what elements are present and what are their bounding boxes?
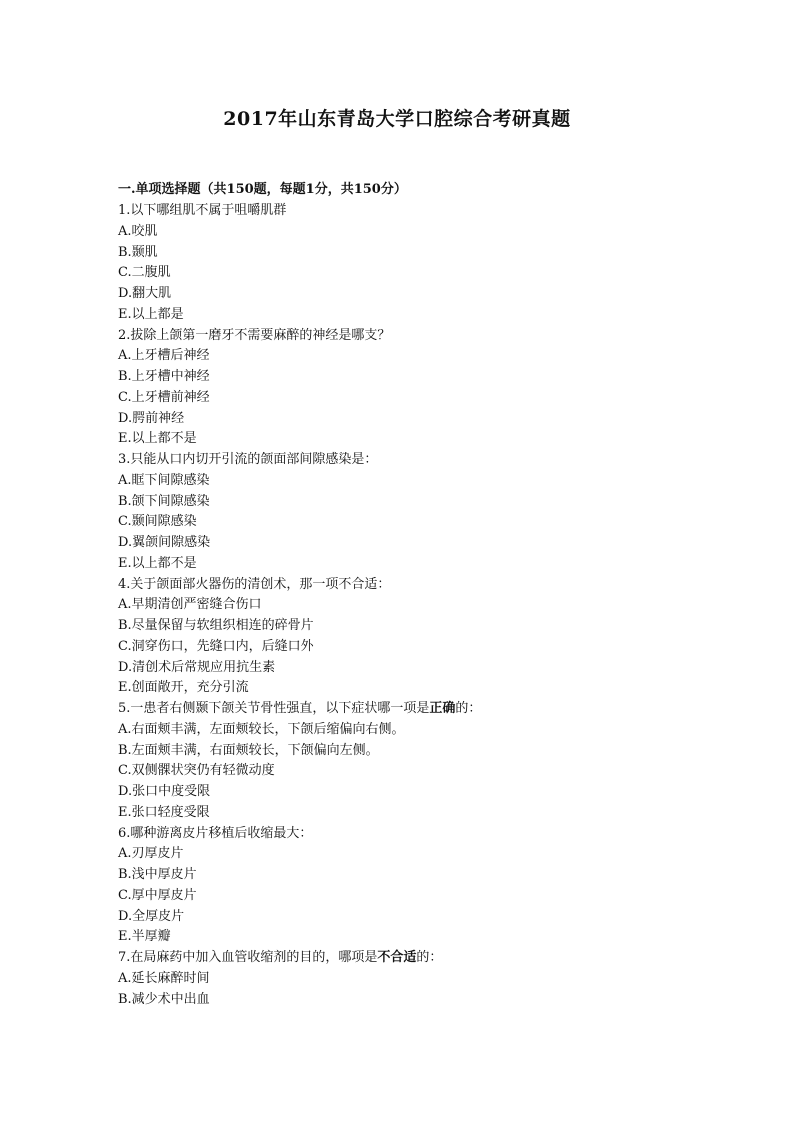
option-line: B.上牙槽中神经 xyxy=(118,369,210,384)
option-line: E.以上都是 xyxy=(118,306,184,322)
option-line: A.眶下间隙感染 xyxy=(118,472,210,488)
question-line: 2.拔除上颌第一磨牙不需要麻醉的神经是哪支？ xyxy=(118,327,391,343)
question-list xyxy=(118,201,718,1010)
option-line: B.颞肌 xyxy=(118,244,158,260)
option-line: A.咬肌 xyxy=(118,223,158,239)
option-line: B.左面颊丰满，右面颊较长，下颌偏向左侧。 xyxy=(118,742,379,758)
option-line: D.翻大肌 xyxy=(118,286,172,301)
option-line: E.张口轻度受限 xyxy=(118,804,210,820)
question-line: 3.只能从口内切开引流的颌面部间隙感染是： xyxy=(118,452,378,467)
option-line: D.腭前神经 xyxy=(118,410,185,426)
question-text: 5.一患者右侧颞下颌关节骨性强直，以下症状哪一项是 xyxy=(118,701,430,716)
option-line: E.创面敞开，充分引流 xyxy=(118,680,249,696)
question-line: 1.以下哪组肌不属于咀嚼肌群 xyxy=(118,203,287,218)
emphasis-text: 不合适 xyxy=(377,950,417,965)
question-line: 6.哪种游离皮片移植后收缩最大： xyxy=(118,825,313,841)
option-line: A.右面颊丰满，左面颊较长，下颌后缩偏向右侧。 xyxy=(118,721,405,737)
document-title: 2017年山东青岛大学口腔综合考研真题 xyxy=(223,108,571,130)
section-heading: 一.单项选择题（共150题，每题1分，共150分） xyxy=(118,182,407,197)
option-line: C.上牙槽前神经 xyxy=(118,389,210,405)
question-text: 的： xyxy=(416,950,443,965)
option-line: C.二腹肌 xyxy=(118,265,171,281)
option-line: D.全厚皮片 xyxy=(118,908,185,924)
question-text: 7.在局麻药中加入血管收缩剂的目的，哪项是 xyxy=(118,950,378,965)
option-line: E.以上都不是 xyxy=(118,431,197,447)
option-line: A.刃厚皮片 xyxy=(118,846,184,862)
question-line: 4.关于颌面部火器伤的清创术，那一项不合适： xyxy=(118,576,391,592)
option-line: C.双侧髁状突仍有轻微动度 xyxy=(118,763,275,779)
option-line: A.延长麻醉时间 xyxy=(118,970,210,986)
option-line: A.早期清创严密缝合伤口 xyxy=(118,597,262,613)
option-line: D.翼颌间隙感染 xyxy=(118,535,211,550)
option-line: D.张口中度受限 xyxy=(118,784,211,799)
question-line xyxy=(118,948,718,969)
option-line: E.以上都不是 xyxy=(118,555,197,571)
question-line xyxy=(118,699,718,720)
option-line: D.清创术后常规应用抗生素 xyxy=(118,659,276,675)
option-line: A.上牙槽后神经 xyxy=(118,348,210,364)
emphasis-text: 正确 xyxy=(429,701,456,716)
option-line: B.浅中厚皮片 xyxy=(118,867,197,882)
question-text: 的： xyxy=(455,701,482,716)
option-line: B.尽量保留与软组织相连的碎骨片 xyxy=(118,618,314,633)
option-line: C.洞穿伤口，先缝口内，后缝口外 xyxy=(118,638,314,654)
option-line: B.减少术中出血 xyxy=(118,991,210,1007)
option-line: B.颌下间隙感染 xyxy=(118,493,210,509)
option-line: C.颞间隙感染 xyxy=(118,514,197,530)
option-line: C.厚中厚皮片 xyxy=(118,887,197,903)
option-line: E.半厚瓣 xyxy=(118,929,171,945)
